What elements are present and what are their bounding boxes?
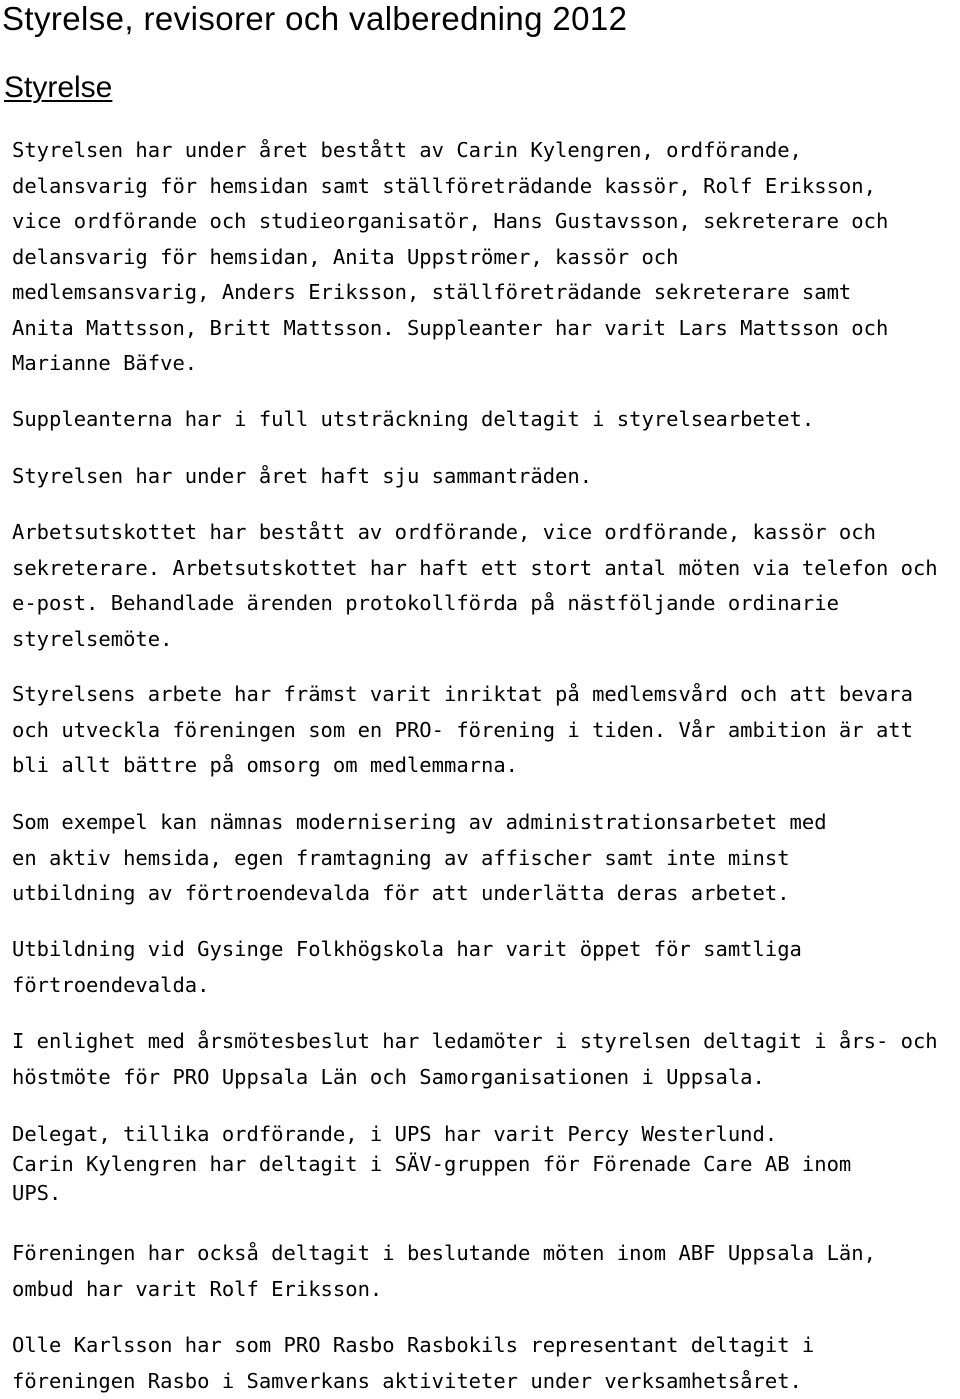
paragraph-abf: Föreningen har också deltagit i beslutande möten inom ABF Uppsala Län, ombud har varit Rolf Eriksson. bbox=[12, 1241, 876, 1301]
paragraph-annual-meetings: I enlighet med årsmötesbeslut har ledamöter i styrelsen deltagit i års- och höstmöte för PRO Uppsala Län och Samorganisationen i Uppsala. bbox=[12, 1029, 938, 1089]
paragraph-rasbo: Olle Karlsson har som PRO Rasbo Rasbokils representant deltagit i föreningen Rasbo i Samverkans aktiviteter under verksamhetsåret. bbox=[12, 1333, 815, 1393]
paragraph-board-members: Styrelsen har under året bestått av Carin Kylengren, ordförande, delansvarig för hemsidan samt ställföreträdande kassör, Rolf Eriksson, vice ordförande och studieorganisatör, Hans Gustavsson, sekreterare och delansvarig för hemsidan, Anita Uppströmer, kassör och medlemsansvarig, Anders Eriksson, ställföreträdande sekreterare samt Anita Mattsson, Britt Mattsson. Suppleanter har varit Lars Mattsson och Marianne Bäfve. bbox=[12, 138, 889, 375]
paragraph-substitutes: Suppleanterna har i full utsträckning deltagit i styrelsearbetet. bbox=[12, 407, 815, 431]
document-title: Styrelse, revisorer och valberedning 2012 bbox=[2, 0, 628, 37]
section-heading-styrelse: Styrelse bbox=[4, 71, 113, 104]
paragraph-education: Utbildning vid Gysinge Folkhögskola har varit öppet för samtliga förtroendevalda. bbox=[12, 937, 802, 997]
paragraph-delegates: Delegat, tillika ordförande, i UPS har varit Percy Westerlund. Carin Kylengren har deltagit i SÄV-gruppen för Förenade Care AB inom UPS. bbox=[12, 1122, 852, 1205]
paragraph-meetings: Styrelsen har under året haft sju sammanträden. bbox=[12, 464, 593, 488]
paragraph-board-work: Styrelsens arbete har främst varit inriktat på medlemsvård och att bevara och utveckla föreningen som en PRO- förening i tiden. Vår ambition är att bli allt bättre på omsorg om medlemmarna. bbox=[12, 682, 913, 777]
paragraph-working-committee: Arbetsutskottet har bestått av ordförande, vice ordförande, kassör och sekreterare. Arbetsutskottet har haft ett stort antal möten via telefon och e-post. Behandlade ärenden protokollförda på nästföljande ordinarie styrelsemöte. bbox=[12, 520, 938, 651]
paragraph-examples: Som exempel kan nämnas modernisering av administrationsarbetet med en aktiv hemsida, egen framtagning av affischer samt inte minst utbildning av förtroendevalda för att underlätta deras arbetet. bbox=[12, 810, 827, 905]
